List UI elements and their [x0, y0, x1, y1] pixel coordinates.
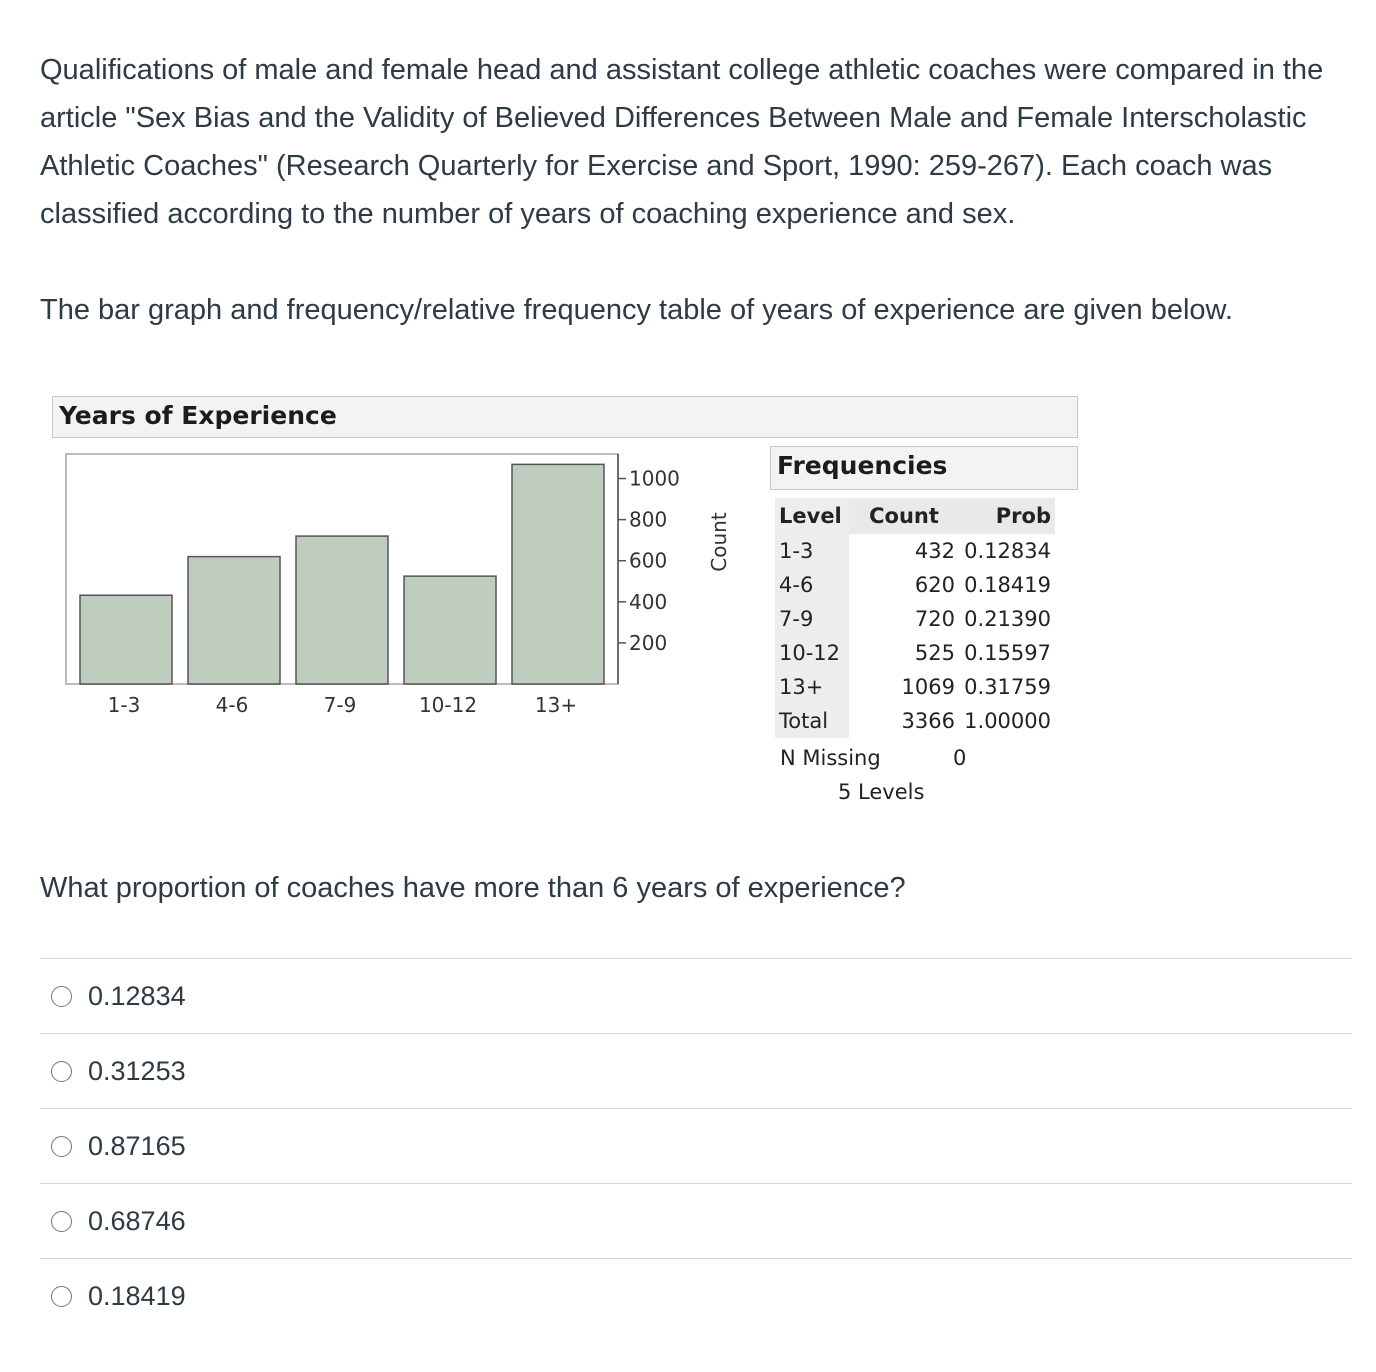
category-label: 10-12: [418, 693, 478, 717]
y-axis-title: Count: [707, 512, 731, 572]
table-row: [775, 534, 1055, 568]
category-label: 7-9: [323, 693, 357, 717]
radio-button-icon[interactable]: [51, 1286, 72, 1307]
prob-cell: 0.15597: [964, 641, 1051, 665]
radio-button-icon[interactable]: [51, 986, 72, 1007]
prob-column-header: Prob: [959, 498, 1055, 534]
level-cell: 13+: [775, 670, 849, 704]
level-cell: 10-12: [775, 636, 849, 670]
level-column-header: Level: [775, 498, 849, 534]
report-title: Years of Experience: [59, 401, 337, 430]
table-row: [775, 568, 1055, 602]
y-tick-label: 200: [629, 630, 668, 655]
bar-4-6: [188, 557, 280, 684]
table-row: [775, 602, 1055, 636]
table-row: [775, 704, 1055, 738]
level-cell: 4-6: [775, 568, 849, 602]
y-tick-label: 1000: [629, 466, 680, 491]
prob-cell: 0.12834: [964, 539, 1051, 563]
y-tick-label: 800: [629, 507, 668, 532]
prob-cell: 0.31759: [964, 675, 1051, 699]
frequency-table: [775, 498, 1055, 738]
bar-7-9: [296, 536, 388, 684]
n-missing-value: 0: [953, 746, 967, 770]
level-cell: 1-3: [775, 534, 849, 568]
answer-list: [40, 958, 1352, 1333]
y-tick-label: 600: [629, 548, 668, 573]
radio-button-icon[interactable]: [51, 1211, 72, 1232]
count-column-header: Count: [849, 498, 959, 534]
count-cell: 720: [914, 607, 955, 631]
category-label: 4-6: [215, 693, 249, 717]
count-cell: 1069: [901, 675, 955, 699]
table-row: [775, 636, 1055, 670]
level-cell: Total: [775, 704, 849, 738]
prob-cell: 1.00000: [964, 709, 1051, 733]
prob-cell: 0.18419: [964, 573, 1051, 597]
answer-label: 0.87165: [88, 1130, 186, 1161]
bar-chart: [52, 446, 742, 736]
y-tick-label: 400: [629, 589, 668, 614]
category-label: 13+: [534, 693, 578, 717]
question-intro-text: Qualifications of male and female head and assistant college athletic coaches were compared in the article "Sex Bias and the Validity of Believed Differences Between Male and Female Interscholastic Athletic Coaches" (Research Quarterly for Exercise and Sport, 1990: 259-267). Each coach was classified according to the number of years of coaching experience and sex.: [40, 54, 1324, 230]
answer-label: 0.18419: [88, 1280, 186, 1311]
level-cell: 7-9: [775, 602, 849, 636]
answer-label: 0.31253: [88, 1055, 186, 1086]
count-cell: 432: [914, 539, 955, 563]
category-label: 1-3: [107, 693, 141, 717]
table-header-row: [775, 498, 1055, 534]
count-cell: 3366: [901, 709, 955, 733]
prob-cell: 0.21390: [964, 607, 1051, 631]
question-intro-text-2: The bar graph and frequency/relative frequency table of years of experience are given below.: [40, 294, 1233, 326]
bar-1-3: [80, 595, 172, 684]
answer-option-2[interactable]: [40, 1033, 1352, 1108]
answer-option-4[interactable]: [40, 1183, 1352, 1258]
frequencies-title: Frequencies: [777, 451, 948, 480]
answer-label: 0.12834: [88, 980, 186, 1011]
count-cell: 525: [914, 641, 955, 665]
levels-count-label: 5 Levels: [838, 780, 925, 804]
count-cell: 620: [914, 573, 955, 597]
radio-button-icon[interactable]: [51, 1061, 72, 1082]
report-header: [52, 396, 1078, 438]
answer-label: 0.68746: [88, 1205, 186, 1236]
radio-button-icon[interactable]: [51, 1136, 72, 1157]
answer-option-1[interactable]: [40, 958, 1352, 1033]
answer-option-3[interactable]: [40, 1108, 1352, 1183]
question-text: What proportion of coaches have more than 6 years of experience?: [40, 872, 906, 904]
n-missing-label: N Missing: [780, 746, 881, 770]
frequencies-header: [770, 446, 1078, 490]
bar-10-12: [404, 576, 496, 684]
answer-option-5[interactable]: [40, 1258, 1352, 1333]
bar-13+: [512, 464, 604, 684]
table-row: [775, 670, 1055, 704]
